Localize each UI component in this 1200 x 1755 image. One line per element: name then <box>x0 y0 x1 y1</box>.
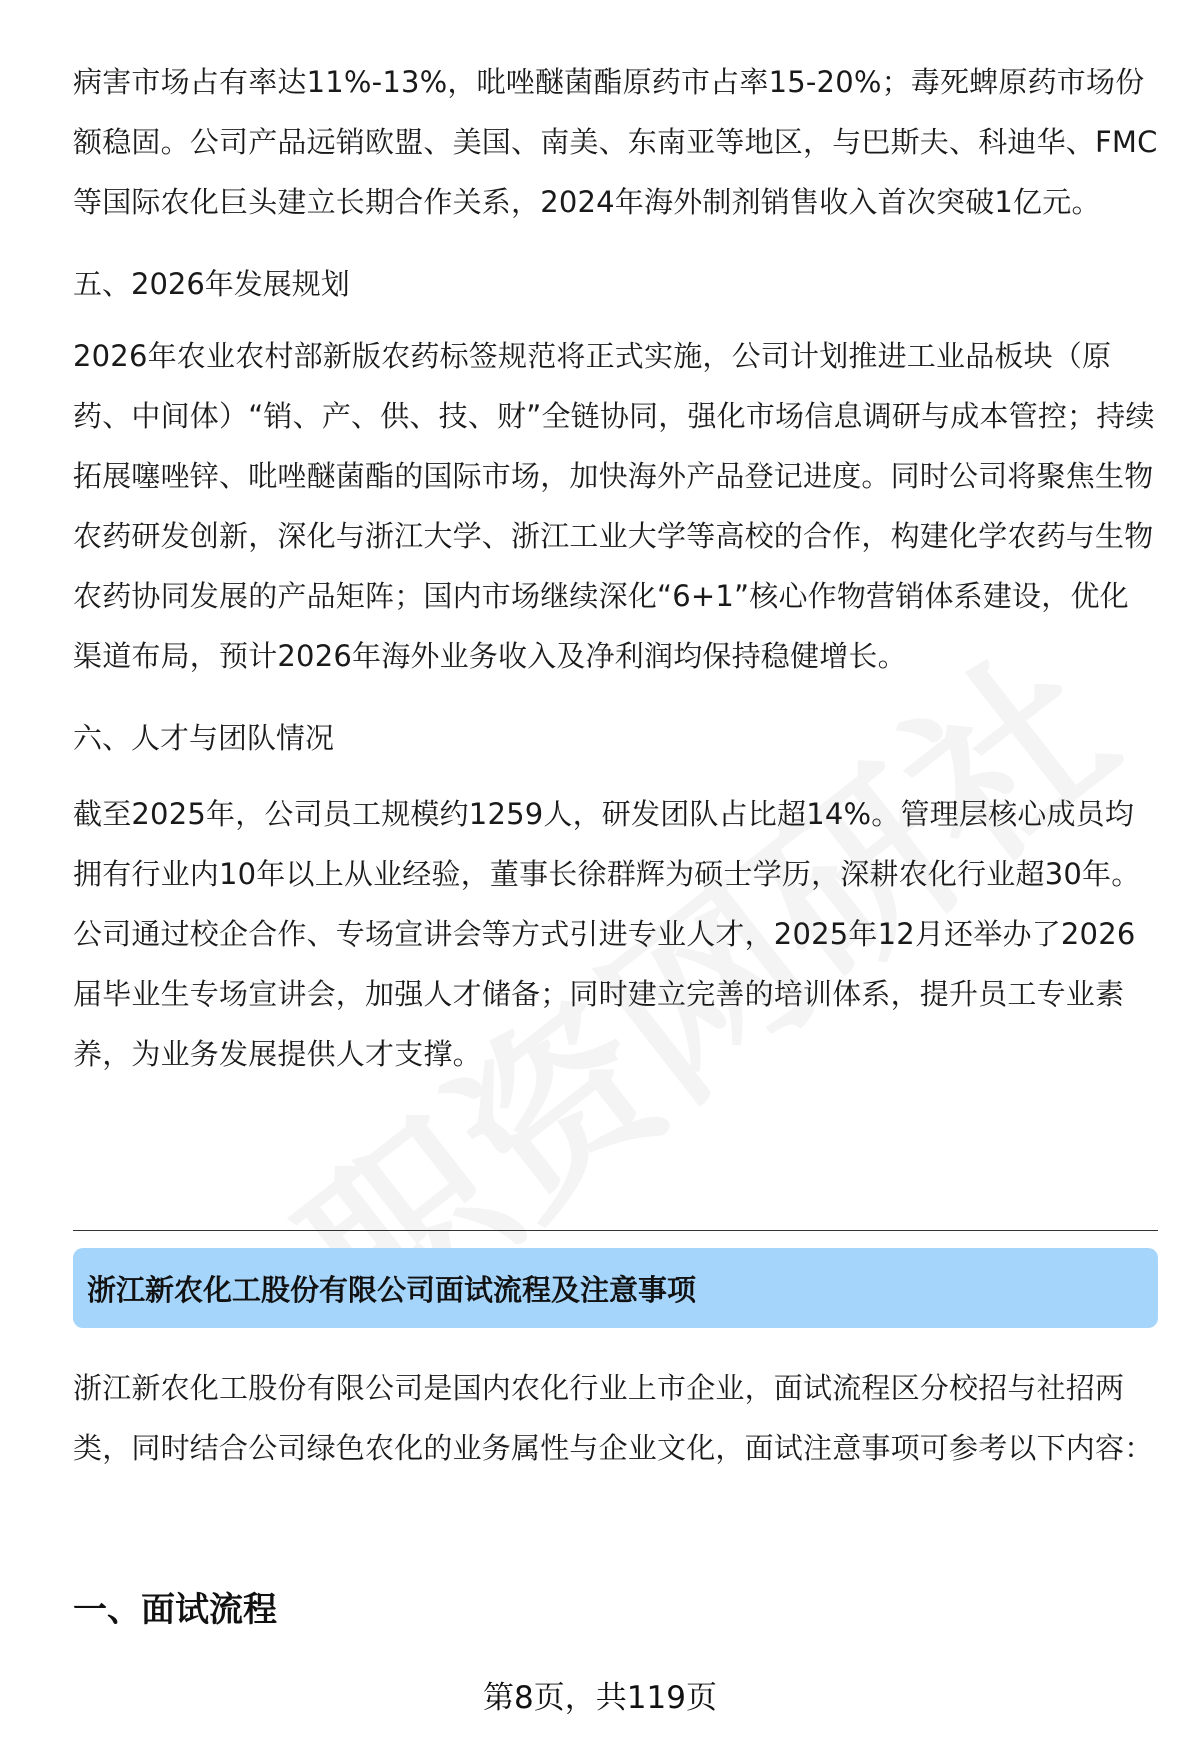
intro-block <box>73 1358 1158 1478</box>
paragraph-team: 截至2025年，公司员工规模约1259人，研发团队占比超14%。管理层核心成员均拥有行业内10年以上从业经验，董事长徐群辉为硕士学历，深耕农化行业超30年。公司通过校企合作、专场宣讲会等方式引进专业人才，2025年12月还举办了2026届毕业生专场宣讲会，加强人才储备；同时建立完善的培训体系，提升员工专业素养，为业务发展提供人才支撑。 <box>73 797 1141 1071</box>
section-heading-team: 六、人才与团队情况 <box>73 721 335 755</box>
divider <box>73 1230 1158 1231</box>
section-banner <box>73 1248 1158 1328</box>
section-heading-plan: 五、2026年发展规划 <box>73 267 350 301</box>
banner-title: 浙江新农化工股份有限公司面试流程及注意事项 <box>87 1272 697 1307</box>
paragraph-intro: 浙江新农化工股份有限公司是国内农化行业上市企业，面试流程区分校招与社招两类，同时结合公司绿色农化的业务属性与企业文化，面试注意事项可参考以下内容： <box>73 1371 1154 1465</box>
page-footer: 第8页，共119页 <box>483 1680 717 1716</box>
paragraph-plan: 2026年农业农村部新版农药标签规范将正式实施，公司计划推进工业品板块（原药、中间体）“销、产、供、技、财”全链协同，强化市场信息调研与成本管控；持续拓展噻唑锌、吡唑醚菌酯的国际市场，加快海外产品登记进度。同时公司将聚焦生物农药研发创新，深化与浙江大学、浙江工业大学等高校的合作，构建化学农药与生物农药协同发展的产品矩阵；国内市场继续深化“6+1”核心作物营销体系建设，优化渠道布局，预计2026年海外业务收入及净利润均保持稳健增长。 <box>73 339 1155 673</box>
heading-interview-process: 一、面试流程 <box>73 1590 277 1630</box>
content-body <box>73 52 1158 1084</box>
paragraph-continued: 病害市场占有率达11%-13%，吡唑醚菌酯原药市占率15-20%；毒死蜱原药市场份额稳固。公司产品远销欧盟、美国、南美、东南亚等地区，与巴斯夫、科迪华、FMC等国际农化巨头建立长期合作关系，2024年海外制剂销售收入首次突破1亿元。 <box>73 65 1158 219</box>
